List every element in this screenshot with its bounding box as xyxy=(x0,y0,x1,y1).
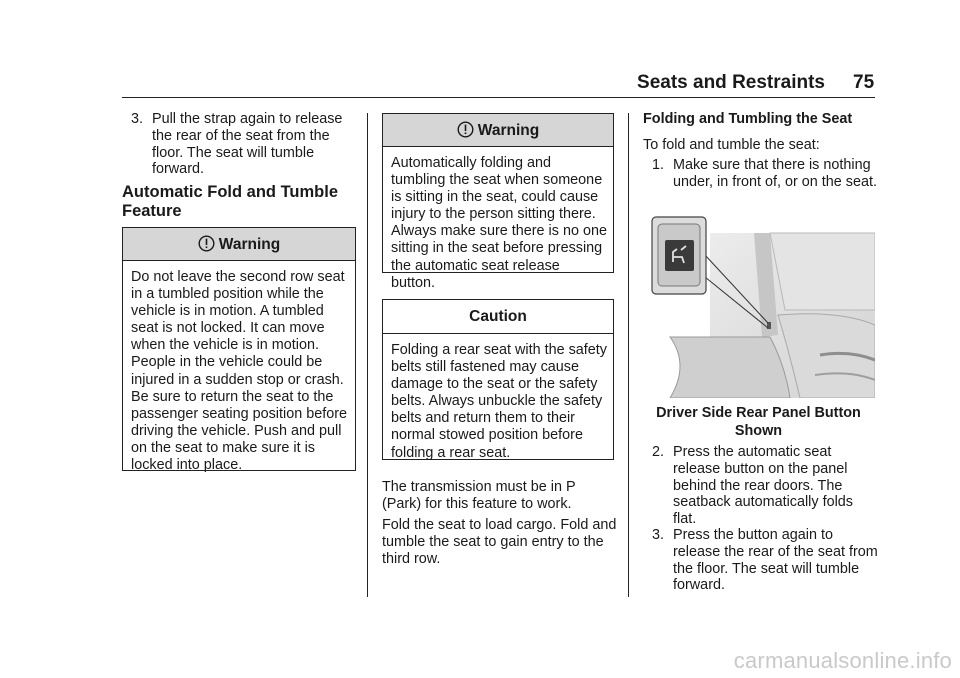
warning-title: Warning xyxy=(477,122,540,139)
step-3-col1 xyxy=(131,111,355,178)
heading-line-1: Automatic Fold and Tumble xyxy=(122,183,339,201)
caution-box xyxy=(382,299,614,460)
step-text: Press the button again to release the rear of the seat from the floor. The seat will tumble forward. xyxy=(673,527,878,594)
warning-header xyxy=(383,114,613,147)
warning-header xyxy=(123,228,355,261)
warning-icon xyxy=(198,231,215,264)
step-2 xyxy=(652,444,878,528)
heading-line-2: Feature xyxy=(122,202,182,220)
watermark-text: carmanualsonline.info xyxy=(733,648,952,673)
step-number: 2. xyxy=(652,444,665,460)
caption-line-1: Driver Side Rear Panel Button xyxy=(656,405,861,421)
column-divider-1 xyxy=(367,113,368,597)
paragraph-fold-seat: Fold the seat to load cargo. Fold and tumble the seat to gain entry to the third row. xyxy=(382,517,617,567)
section-title: Seats and Restraints xyxy=(637,72,825,93)
section-heading xyxy=(122,183,352,221)
step-text: Pull the strap again to release the rear of the seat from the floor. The seat will tumble forward. xyxy=(152,111,343,178)
intro-text: To fold and tumble the seat: xyxy=(643,137,820,153)
warning-title: Warning xyxy=(218,236,281,253)
caption-line-2: Shown xyxy=(734,423,783,439)
step-3 xyxy=(652,527,878,594)
warning-text: Automatically folding and tumbling the seat when someone is sitting in the seat, could cause injury to the person sitting there. Always make sure there is no one sitting in the seat before pressing the automatic seat release button. xyxy=(391,155,607,291)
rear-panel-illustration xyxy=(650,215,875,398)
step-text: Press the automatic seat release button on the panel behind the rear doors. The seatback automatically folds flat. xyxy=(673,444,853,528)
figure-caption xyxy=(643,404,874,440)
step-text: Make sure that there is nothing under, in front of, or on the seat. xyxy=(673,157,877,190)
header-rule xyxy=(122,97,875,98)
step-number: 3. xyxy=(131,111,144,127)
rear-panel-drawing xyxy=(650,215,875,398)
column-divider-2 xyxy=(628,113,629,597)
caution-text: Folding a rear seat with the safety belts still fastened may cause damage to the seat or the safety belts. Always unbuckle the safety belts and return them to their normal stowed position before folding a rear seat. xyxy=(391,342,607,461)
caution-header xyxy=(383,300,613,334)
page-number: 75 xyxy=(853,72,875,93)
step-number: 3. xyxy=(652,527,665,543)
warning-text: Do not leave the second row seat in a tumbled position while the vehicle is in motion. A tumbled seat is not locked. It can move when the vehicle is in motion. People in the vehicle could be injured in a sudden stop or crash. Be sure to return the seat to the passenger seating position before driving the vehicle. Push and pull on the seat to make sure it is locked into place. xyxy=(131,269,348,474)
caution-title: Caution xyxy=(469,308,527,325)
warning-icon xyxy=(457,117,474,150)
step-number: 1. xyxy=(652,157,665,173)
warning-box-2 xyxy=(382,113,614,291)
warning-box-1 xyxy=(122,227,356,474)
step-1 xyxy=(652,157,878,191)
paragraph-transmission: The transmission must be in P (Park) for this feature to work. xyxy=(382,479,576,512)
subsection-heading: Folding and Tumbling the Seat xyxy=(643,111,853,127)
